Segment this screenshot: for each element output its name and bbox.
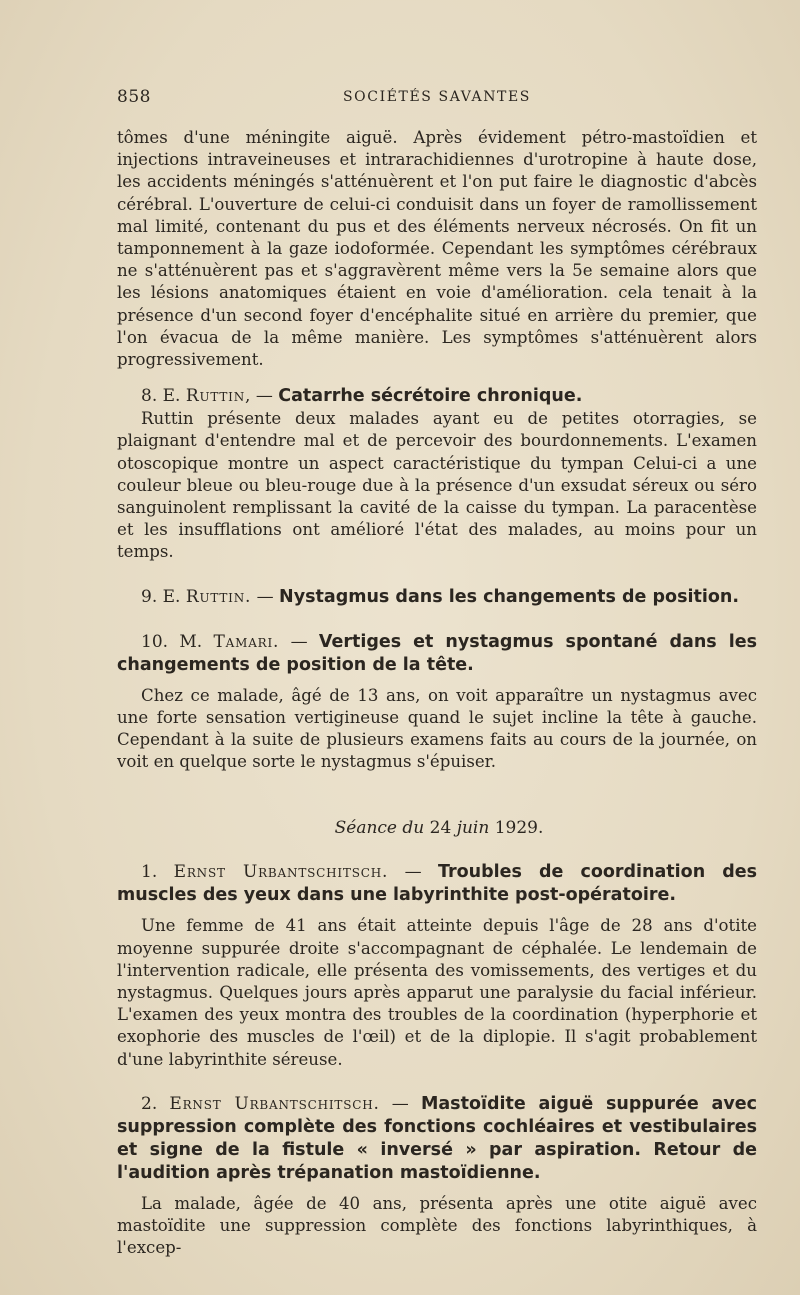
item-title: Catarrhe sécrétoire chronique.	[278, 386, 583, 407]
item-separator: —	[379, 1093, 409, 1114]
item-title: Vertiges et nystagmus spontané dans les changements de position de la tête.	[117, 631, 757, 675]
session-item-heading-2	[117, 1093, 757, 1185]
session-year: 1929.	[494, 818, 544, 839]
item-heading-9	[117, 586, 757, 609]
item-separator: —	[251, 586, 274, 607]
session-item-heading-1	[117, 861, 757, 907]
item-author: Tamari.	[213, 631, 280, 652]
journal-section-title: SOCIÉTÉS SAVANTES	[342, 89, 531, 105]
session-item-body-2: La malade, âgée de 40 ans, présenta après une otite aiguë avec mastoïdite une suppression complète des fonctions labyrinthiques, à l'excep-	[117, 1193, 757, 1258]
page-number: 858	[117, 87, 151, 107]
item-separator: —	[279, 631, 308, 652]
session-month: juin	[456, 818, 490, 839]
item-number: 10. M.	[141, 631, 203, 652]
session-day: 24	[429, 818, 452, 839]
article-body	[117, 127, 757, 1260]
session-prefix: Séance du	[334, 818, 425, 839]
continued-paragraph: tômes d'une méningite aiguë. Après évidement pétro-mastoïdien et injections intraveineuses et intrarachidiennes d'urotropine à haute dose, les accidents méningés s'atténuèrent et l'on put faire le diagnostic d'abcès cérébral. L'ouverture de celui-ci conduisit dans un foyer de ramollissement mal limité, contenant du pus et des éléments nerveux nécrosés. On fit un tamponnement à la gaze iodoformée. Cependant les symptômes cérébraux ne s'atténuèrent pas et s'aggravèrent même vers la 5e semaine alors que les lésions anatomiques étaient en voie d'amélioration. cela tenait à la présence d'un second foyer d'encéphalite situé en arrière du premier, que l'on évacua de la même manière. Les symptômes s'atténuèrent alors progressivement.	[117, 128, 757, 370]
item-heading-8	[117, 385, 757, 408]
session-date	[117, 817, 757, 839]
item-title: Troubles de coordination des muscles des yeux dans une labyrinthite post-opératoire.	[117, 862, 758, 906]
item-author: Ruttin.	[185, 586, 252, 607]
item-separator: , —	[245, 386, 273, 407]
item-number: 1.	[141, 862, 158, 883]
item-body-10: Chez ce malade, âgé de 13 ans, on voit apparaître un nystagmus avec une forte sensation vertigineuse quand le sujet incline la tête à gauche. Cependant à la suite de plusieurs examens faits au cours de la journée, on voit en quelque sorte le nystagmus s'épuiser.	[117, 685, 757, 772]
item-body-8: Ruttin présente deux malades ayant eu de petites otorragies, se plaignant d'entendre mal et de percevoir des bourdonnements. L'examen otoscopique montre un aspect caractéristique du tympan Celui-ci a une couleur bleue ou bleu-rouge due à la présence d'un exsudat séreux ou séro sanguinolent remplissant la cavité de la caisse du tympan. La paracentèse et les insufflations ont amélioré l'état des malades, au moins pour un temps.	[117, 409, 757, 562]
item-separator: —	[388, 862, 422, 883]
item-number: 9. E.	[141, 586, 181, 607]
item-author: Ernst Urbantschitsch.	[173, 862, 389, 883]
running-head	[117, 87, 757, 109]
item-title: Mastoïdite aiguë suppurée avec suppression complète des fonctions cochléaires et vestibulaires et signe de la fistule « inversé » par aspiration. Retour de l'audition après trépanation mastoïdienne.	[117, 1093, 758, 1183]
item-number: 8. E.	[141, 386, 181, 407]
item-author: Ernst Urbantschitsch.	[169, 1093, 380, 1114]
item-number: 2.	[141, 1093, 158, 1114]
item-author: Ruttin	[185, 386, 246, 407]
session-item-body-1: Une femme de 41 ans était atteinte depuis l'âge de 28 ans d'otite moyenne suppurée droite s'accompagnant de céphalée. Le lendemain de l'intervention radicale, elle présenta des vomissements, des vertiges et du nystagmus. Quelques jours après apparut une paralysie du facial inférieur. L'examen des yeux montra des troubles de la coordination (hyperphorie et exophorie des muscles de l'œil) et de la diplopie. Il s'agit probablement d'une labyrinthite séreuse.	[117, 916, 757, 1069]
item-heading-10	[117, 631, 757, 677]
item-title: Nystagmus dans les changements de position.	[279, 586, 739, 607]
